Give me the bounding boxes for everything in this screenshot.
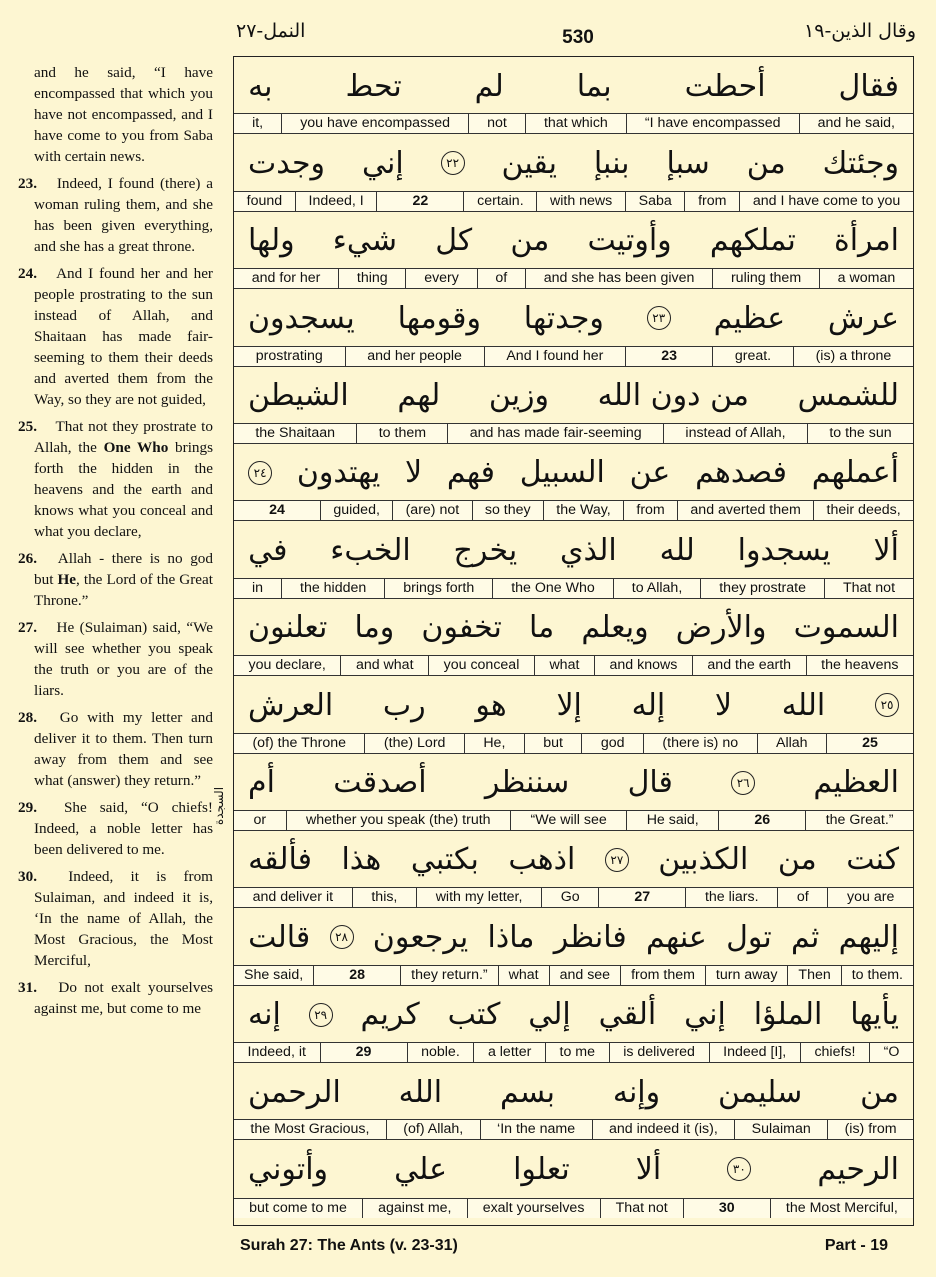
arabic-word: بنبإ xyxy=(593,145,630,181)
arabic-word: إليهم xyxy=(838,919,899,955)
arabic-word: تعلوا xyxy=(513,1151,570,1187)
gloss-cell: the Great.” xyxy=(805,811,913,830)
arabic-word: عظيم xyxy=(713,300,786,336)
arabic-word: الرحيم xyxy=(817,1151,899,1187)
gloss-cell: and knows xyxy=(594,656,692,675)
arabic-word: من xyxy=(777,842,817,878)
arabic-word: السبيل xyxy=(519,455,605,491)
arabic-word: عرش xyxy=(827,300,899,336)
arabic-word: عنهم xyxy=(646,919,707,955)
gloss-cell: with news xyxy=(536,192,625,211)
gloss-verse-number: 27 xyxy=(598,888,685,907)
arabic-word: امرأة xyxy=(833,223,899,259)
gloss-cell: (are) not xyxy=(392,501,471,520)
arabic-word: أحطت xyxy=(684,68,766,104)
verse-number: 25. xyxy=(18,418,37,435)
header-surah-arabic: النمل-٢٧ xyxy=(236,20,306,42)
arabic-line xyxy=(234,754,913,812)
arabic-line xyxy=(234,57,913,115)
arabic-word: يأيها xyxy=(850,997,899,1033)
arabic-line xyxy=(234,134,913,192)
arabic-word: يرجعون xyxy=(372,919,469,955)
gloss-cell: their deeds, xyxy=(813,501,913,520)
verse-text: Allah - there is no god but xyxy=(34,550,213,588)
gloss-cell: certain. xyxy=(463,192,536,211)
gloss-cell: the One Who xyxy=(492,579,613,598)
gloss-cell: Then xyxy=(787,966,840,985)
gloss-cell: (the) Lord xyxy=(364,734,463,753)
arabic-word: كنت xyxy=(846,842,899,878)
arabic-word: به xyxy=(248,68,273,104)
verse-row xyxy=(234,1063,913,1140)
english-gloss-line xyxy=(234,113,913,133)
arabic-word: عن xyxy=(629,455,671,491)
arabic-word: تملكهم xyxy=(709,223,796,259)
verse-number: 23. xyxy=(18,175,37,192)
arabic-word: كتب xyxy=(447,997,501,1033)
gloss-verse-number: 24 xyxy=(269,502,285,519)
english-gloss-line xyxy=(234,1042,913,1062)
english-gloss-line xyxy=(234,733,913,753)
arabic-word: سننظر xyxy=(484,765,570,801)
gloss-cell: great. xyxy=(712,347,793,366)
gloss-cell: Indeed, I xyxy=(295,192,377,211)
gloss-cell: the Way, xyxy=(543,501,623,520)
arabic-word: علي xyxy=(394,1151,447,1187)
arabic-word: هو xyxy=(475,687,507,723)
arabic-word: فهم xyxy=(446,455,496,491)
verse-text: Go with my letter and deliver it to them. Then turn away from them and see what (answer) they return.” xyxy=(34,709,213,789)
verse-number: 30. xyxy=(18,868,37,885)
verse-number: 26. xyxy=(18,550,37,567)
gloss-cell: and deliver it xyxy=(252,889,334,906)
gloss-cell: but xyxy=(524,734,582,753)
gloss-cell: instead of Allah, xyxy=(663,424,807,443)
gloss-cell: they prostrate xyxy=(700,579,824,598)
gloss-cell: to them. xyxy=(841,966,913,985)
english-gloss-line xyxy=(234,500,913,520)
arabic-word: ألا xyxy=(873,532,899,568)
verse-number: 31. xyxy=(18,979,37,996)
gloss-cell: (is) from xyxy=(827,1120,913,1139)
arabic-word: لله xyxy=(659,532,695,568)
gloss-cell: and has made fair-seeming xyxy=(447,424,663,443)
gloss-verse-number: 25 xyxy=(826,734,913,753)
verse-text: and he said, “I have encompassed that which you have not encompassed, and I have come to you from Saba with certain news. xyxy=(34,64,213,165)
gloss-cell: He, xyxy=(464,734,524,753)
ayah-end-marker: ٢٥ xyxy=(875,693,899,717)
gloss-cell: not xyxy=(468,114,525,133)
arabic-word: إلي xyxy=(528,997,571,1033)
gloss-cell: with my letter, xyxy=(416,888,541,907)
arabic-word: ماذا xyxy=(487,919,535,955)
gloss-cell: Allah xyxy=(757,734,826,753)
arabic-line xyxy=(234,289,913,347)
arabic-word: فقال xyxy=(838,68,899,104)
verse-28 xyxy=(18,707,213,791)
gloss-cell: exalt yourselves xyxy=(467,1199,600,1218)
arabic-word: من xyxy=(860,1074,899,1110)
verse-row xyxy=(234,599,913,676)
gloss-cell: and he said, xyxy=(799,114,913,133)
arabic-line xyxy=(234,908,913,966)
arabic-line xyxy=(234,444,913,502)
verse-number: 29. xyxy=(18,799,37,816)
gloss-cell: but come to me xyxy=(249,1199,347,1216)
arabic-word: إني xyxy=(361,145,404,181)
arabic-word: إله xyxy=(631,687,666,723)
verse-30 xyxy=(18,866,213,971)
gloss-verse-number: 22 xyxy=(376,192,463,211)
gloss-cell: this, xyxy=(352,888,416,907)
arabic-word: للشمس xyxy=(797,378,899,414)
gloss-cell: and indeed it (is), xyxy=(592,1120,735,1139)
arabic-word: سليمن xyxy=(717,1074,803,1110)
gloss-cell: and her people xyxy=(345,347,484,366)
footer-part: Part - 19 xyxy=(824,1237,888,1254)
verse-text: He (Sulaiman) said, “We will see whether you speak the truth or you are of the liars. xyxy=(34,619,214,699)
english-gloss-line xyxy=(234,655,913,675)
ayah-end-marker: ٢٩ xyxy=(309,1003,333,1027)
english-gloss-line xyxy=(234,1198,913,1218)
arabic-line xyxy=(234,212,913,270)
verse-text: Indeed, I found (there) a woman ruling them, and she has been given everything, and she has a great throne. xyxy=(34,175,213,255)
ayah-end-marker: ٢٣ xyxy=(647,306,671,330)
verse-text: Indeed, it is from Sulaiman, and indeed it is, ‘In the name of Allah, the Most Gracious, the Most Merciful, xyxy=(34,868,213,969)
arabic-word: يسجدون xyxy=(248,300,355,336)
arabic-word: قالت xyxy=(248,919,311,955)
gloss-cell: the liars. xyxy=(685,888,777,907)
arabic-word: وجدتها xyxy=(523,300,604,336)
arabic-word: والأرض xyxy=(675,610,767,646)
arabic-word: الذي xyxy=(560,532,617,568)
arabic-word: يخرج xyxy=(453,532,518,568)
arabic-word: لم xyxy=(474,68,504,104)
gloss-cell: and for her xyxy=(251,270,321,287)
verse-29 xyxy=(18,797,213,860)
gloss-cell: what xyxy=(534,656,594,675)
gloss-cell: ruling them xyxy=(712,269,819,288)
arabic-word: وجئتك xyxy=(822,145,899,181)
gloss-cell: from xyxy=(623,501,677,520)
verse-number: 24. xyxy=(18,265,37,282)
gloss-cell: the Most Merciful, xyxy=(770,1199,913,1218)
english-gloss-line xyxy=(234,965,913,985)
gloss-cell: chiefs! xyxy=(800,1043,869,1062)
gloss-verse-number: 30 xyxy=(683,1199,770,1218)
arabic-word: فصدهم xyxy=(695,455,787,491)
verse-31 xyxy=(18,977,213,1019)
arabic-word: قال xyxy=(627,765,673,801)
gloss-cell: to me xyxy=(545,1043,609,1062)
arabic-word: ألا xyxy=(635,1151,662,1187)
gloss-cell: and what xyxy=(340,656,428,675)
footer-surah: Surah 27: The Ants (v. 23-31) xyxy=(240,1237,458,1254)
english-gloss-line xyxy=(234,346,913,366)
verse-row xyxy=(234,289,913,366)
verse-text: She said, “O chiefs! Indeed, a noble letter has been delivered to me. xyxy=(34,799,213,858)
gloss-cell: that which xyxy=(525,114,626,133)
arabic-word: الشيطن xyxy=(248,378,349,414)
gloss-cell: you have encompassed xyxy=(281,114,468,133)
verse-26 xyxy=(18,548,213,611)
arabic-word: تحط xyxy=(345,68,402,104)
arabic-word: العرش xyxy=(248,687,334,723)
arabic-line xyxy=(234,367,913,425)
arabic-word: يهتدون xyxy=(296,455,381,491)
gloss-cell: “I have encompassed xyxy=(626,114,799,133)
gloss-cell: in xyxy=(251,579,264,596)
page-header xyxy=(0,0,936,56)
gloss-cell: and the earth xyxy=(692,656,806,675)
gloss-cell: is delivered xyxy=(609,1043,709,1062)
gloss-cell: a woman xyxy=(819,269,913,288)
english-gloss-line xyxy=(234,810,913,830)
gloss-cell: from them xyxy=(620,966,705,985)
arabic-line xyxy=(234,521,913,579)
gloss-cell: ‘In the name xyxy=(480,1120,592,1139)
ayah-end-marker: ٢٦ xyxy=(731,771,755,795)
arabic-word: الرحمن xyxy=(248,1074,341,1110)
verse-row xyxy=(234,986,913,1063)
verse-24 xyxy=(18,263,213,410)
arabic-line xyxy=(234,599,913,657)
gloss-cell: (of) Allah, xyxy=(386,1120,480,1139)
english-gloss-line xyxy=(234,191,913,211)
translation-column xyxy=(18,62,213,1262)
english-gloss-line xyxy=(234,578,913,598)
verse-22-continued xyxy=(18,62,213,167)
arabic-word: يقين xyxy=(501,145,557,181)
gloss-cell: brings forth xyxy=(384,579,492,598)
gloss-cell: “O xyxy=(869,1043,913,1062)
gloss-cell: every xyxy=(405,269,476,288)
verse-text: That not they prostrate to Allah, the xyxy=(34,418,213,456)
arabic-line xyxy=(234,1063,913,1121)
gloss-cell: the Shaitaan xyxy=(255,424,336,441)
arabic-word: كريم xyxy=(360,997,420,1033)
verse-row xyxy=(234,1140,913,1217)
sajda-marker: السجدة xyxy=(212,786,226,825)
gloss-cell: the Most Gracious, xyxy=(250,1121,370,1138)
verse-row xyxy=(234,676,913,753)
arabic-word: العظيم xyxy=(813,765,899,801)
gloss-cell: That not xyxy=(824,579,913,598)
header-juz-arabic: وقال الذين-١٩ xyxy=(804,20,916,42)
gloss-cell: She said, xyxy=(244,966,304,983)
verse-text-bold: He xyxy=(57,571,77,588)
ayah-end-marker: ٢٨ xyxy=(330,925,354,949)
gloss-cell: and she has been given xyxy=(525,269,712,288)
english-gloss-line xyxy=(234,268,913,288)
gloss-verse-number: 28 xyxy=(313,966,400,985)
gloss-cell: to them xyxy=(356,424,447,443)
verse-25 xyxy=(18,416,213,542)
verse-text: , the Lord of the Great Throne.” xyxy=(34,571,214,609)
verse-number: 28. xyxy=(18,709,37,726)
gloss-cell: and see xyxy=(549,966,620,985)
arabic-word: من xyxy=(746,145,786,181)
arabic-word: أم xyxy=(248,765,275,801)
verse-23 xyxy=(18,173,213,257)
arabic-line xyxy=(234,1140,913,1198)
arabic-word: الله xyxy=(781,687,826,723)
arabic-word: الكذبين xyxy=(658,842,749,878)
verse-row xyxy=(234,212,913,289)
gloss-cell: Indeed, it xyxy=(247,1044,306,1061)
gloss-cell: turn away xyxy=(705,966,788,985)
verse-row xyxy=(234,367,913,444)
gloss-cell: you are xyxy=(827,888,913,907)
arabic-word: سبإ xyxy=(666,145,710,181)
gloss-cell: the hidden xyxy=(281,579,384,598)
arabic-word: في xyxy=(248,532,288,568)
gloss-cell: whether you speak (the) truth xyxy=(286,811,511,830)
arabic-word: تخفون xyxy=(421,610,502,646)
gloss-cell: found xyxy=(246,192,283,209)
arabic-word: وزين xyxy=(488,378,550,414)
arabic-word: وإنه xyxy=(612,1074,661,1110)
ayah-end-marker: ٢٤ xyxy=(248,461,272,485)
english-gloss-line xyxy=(234,423,913,443)
gloss-cell: “We will see xyxy=(510,811,626,830)
gloss-cell: He said, xyxy=(626,811,718,830)
arabic-word: اذهب xyxy=(508,842,576,878)
arabic-word: تول xyxy=(726,919,772,955)
english-gloss-line xyxy=(234,1119,913,1139)
arabic-line xyxy=(234,676,913,734)
arabic-word: وقومها xyxy=(397,300,481,336)
verse-number: 27. xyxy=(18,619,37,636)
verse-row xyxy=(234,521,913,598)
gloss-cell: That not xyxy=(600,1199,683,1218)
arabic-word: تعلنون xyxy=(248,610,328,646)
gloss-cell: from xyxy=(684,192,739,211)
arabic-word: إنه xyxy=(248,997,281,1033)
arabic-word: بما xyxy=(576,68,612,104)
arabic-word: وجدت xyxy=(248,145,326,181)
gloss-cell: the heavens xyxy=(806,656,913,675)
gloss-cell: they return.” xyxy=(400,966,497,985)
arabic-word: فانظر xyxy=(553,919,627,955)
arabic-word: وما xyxy=(354,610,395,646)
gloss-cell: Go xyxy=(541,888,598,907)
gloss-cell: And I found her xyxy=(484,347,625,366)
gloss-cell: a letter xyxy=(473,1043,545,1062)
arabic-word: لا xyxy=(405,455,423,491)
gloss-cell: what xyxy=(498,966,549,985)
arabic-word: كل xyxy=(435,223,473,259)
gloss-cell: or xyxy=(253,811,267,828)
arabic-word: ألقي xyxy=(598,997,657,1033)
arabic-word: هذا xyxy=(341,842,382,878)
arabic-word: وأوتيت xyxy=(587,223,672,259)
verse-27 xyxy=(18,617,213,701)
verse-row xyxy=(234,754,913,831)
arabic-word: ثم xyxy=(791,919,820,955)
verse-text: brings forth the hidden in the heavens and the earth and knows what you conceal and what you declare, xyxy=(34,439,214,540)
gloss-cell: thing xyxy=(338,269,405,288)
gloss-cell: of xyxy=(777,888,827,907)
gloss-cell: and averted them xyxy=(677,501,813,520)
gloss-verse-number: 29 xyxy=(320,1043,407,1062)
gloss-cell: Sulaiman xyxy=(734,1120,827,1139)
arabic-word: رب xyxy=(382,687,426,723)
gloss-cell: noble. xyxy=(407,1043,474,1062)
verse-text: Do not exalt yourselves against me, but come to me xyxy=(34,979,213,1017)
english-gloss-line xyxy=(234,887,913,907)
verse-row xyxy=(234,908,913,985)
gloss-cell: to the sun xyxy=(807,424,913,443)
gloss-verse-number: 23 xyxy=(625,347,712,366)
gloss-cell: you declare, xyxy=(248,657,326,674)
verse-row xyxy=(234,444,913,521)
arabic-word: الملؤا xyxy=(753,997,823,1033)
page-number: 530 xyxy=(562,27,594,48)
arabic-word: شيء xyxy=(332,223,398,259)
arabic-word: أصدقت xyxy=(333,765,427,801)
arabic-word: وأتوني xyxy=(248,1151,329,1187)
arabic-word: بسم xyxy=(499,1074,556,1110)
arabic-line xyxy=(234,986,913,1044)
arabic-word: من دون الله xyxy=(597,378,749,414)
arabic-word: إلا xyxy=(556,687,582,723)
arabic-word: السموت xyxy=(793,610,899,646)
gloss-verse-number: 26 xyxy=(718,811,805,830)
arabic-word: الخبء xyxy=(330,532,411,568)
word-by-word-grid xyxy=(233,56,914,1226)
verse-row xyxy=(234,831,913,908)
ayah-end-marker: ٢٧ xyxy=(605,848,629,872)
arabic-word: ما xyxy=(529,610,555,646)
arabic-line xyxy=(234,831,913,889)
arabic-word: أعملهم xyxy=(811,455,899,491)
ayah-end-marker: ٢٢ xyxy=(441,151,465,175)
gloss-cell: Saba xyxy=(625,192,684,211)
verse-text: And I found her and her people prostrating to the sun instead of Allah, and Shaitaan has made fair-seeming to them their deeds and averted them from the Way, so they are not guided, xyxy=(34,265,213,408)
arabic-word: ولها xyxy=(248,223,295,259)
arabic-word: من xyxy=(510,223,550,259)
arabic-word: بكتبي xyxy=(410,842,479,878)
arabic-word: إني xyxy=(684,997,726,1033)
gloss-cell: against me, xyxy=(362,1199,467,1218)
verse-row xyxy=(234,57,913,134)
verse-text-bold: One Who xyxy=(103,439,169,456)
gloss-cell: Indeed [I], xyxy=(709,1043,800,1062)
gloss-cell: (is) a throne xyxy=(793,347,913,366)
verse-row xyxy=(234,134,913,211)
arabic-word: ويعلم xyxy=(581,610,649,646)
gloss-cell: (of) the Throne xyxy=(252,734,347,751)
gloss-cell: so they xyxy=(472,501,543,520)
gloss-cell: it, xyxy=(252,115,264,132)
arabic-word: فألقه xyxy=(248,842,312,878)
gloss-cell: guided, xyxy=(320,501,392,520)
arabic-word: لا xyxy=(714,687,733,723)
gloss-cell: to Allah, xyxy=(613,579,700,598)
arabic-word: الله xyxy=(398,1074,443,1110)
arabic-word: لهم xyxy=(397,378,441,414)
gloss-cell: (there is) no xyxy=(643,734,757,753)
gloss-cell: god xyxy=(581,734,643,753)
gloss-cell: prostrating xyxy=(255,347,323,364)
gloss-cell: of xyxy=(477,269,525,288)
gloss-cell: and I have come to you xyxy=(739,192,913,211)
gloss-cell: you conceal xyxy=(428,656,534,675)
arabic-word: يسجدوا xyxy=(737,532,831,568)
ayah-end-marker: ٣٠ xyxy=(727,1157,751,1181)
